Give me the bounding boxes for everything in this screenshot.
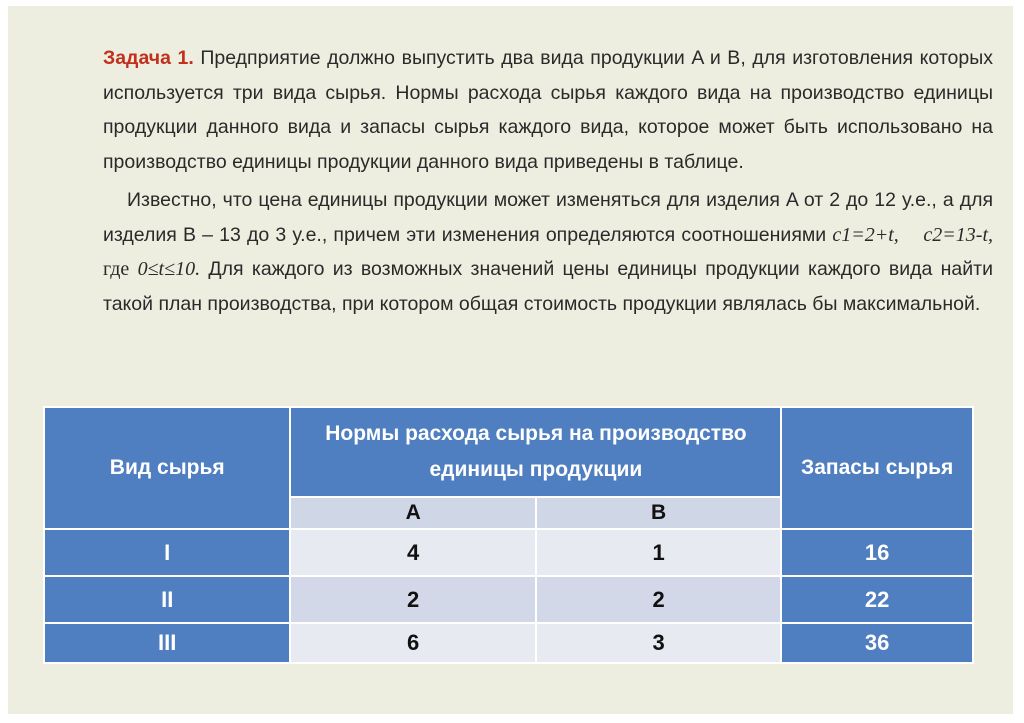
table-row bbox=[44, 576, 973, 623]
row-stock: 22 bbox=[781, 576, 973, 623]
row-norm-b: 2 bbox=[536, 576, 781, 623]
table-row bbox=[44, 623, 973, 663]
subheader-b: B bbox=[536, 497, 781, 529]
formula-range: 0≤t≤10. bbox=[137, 258, 201, 280]
header-stock: Запасы сырья bbox=[781, 407, 973, 529]
paragraph-2-start: Известно, что цена единицы продукции может изменяться для изделия A от 2 до 12 у.е., а для изделия B – 13 до 3 у.е., причем эти изменения определяются соотношениями bbox=[103, 189, 994, 246]
row-stock: 36 bbox=[781, 623, 973, 663]
paragraph-2 bbox=[103, 183, 993, 321]
header-norms: Нормы расхода сырья на производство единицы продукции bbox=[290, 407, 781, 497]
paragraph-2-end: Для каждого из возможных значений цены единицы продукции каждого вида найти такой план производства, при котором общая стоимость продукции являлась бы максимальной. bbox=[103, 258, 993, 315]
task-text bbox=[103, 41, 993, 321]
formula-c2: c2=13-t, bbox=[923, 223, 993, 246]
subheader-a: A bbox=[290, 497, 535, 529]
table-row bbox=[44, 529, 973, 576]
paragraph-1 bbox=[103, 41, 993, 179]
task-title: Задача 1. bbox=[103, 47, 194, 69]
row-material-type: I bbox=[44, 529, 290, 576]
row-norm-a: 2 bbox=[290, 576, 535, 623]
word-gde: где bbox=[103, 258, 130, 280]
row-stock: 16 bbox=[781, 529, 973, 576]
row-material-type: II bbox=[44, 576, 290, 623]
row-material-type: III bbox=[44, 623, 290, 663]
header-row bbox=[44, 407, 973, 497]
row-norm-b: 3 bbox=[536, 623, 781, 663]
header-material-type: Вид сырья bbox=[44, 407, 290, 529]
row-norm-a: 6 bbox=[290, 623, 535, 663]
row-norm-b: 1 bbox=[536, 529, 781, 576]
raw-material-table bbox=[43, 406, 974, 664]
formula-c1: c1=2+t, bbox=[832, 223, 899, 246]
paragraph-1-text: Предприятие должно выпустить два вида продукции A и B, для изготовления которых используется три вида сырья. Нормы расхода сырья каждого вида на производство единицы продукции данного вида и запасы сырья каждого вида, которое может быть использовано на производство единицы продукции данного вида приведены в таблице. bbox=[103, 47, 993, 173]
row-norm-a: 4 bbox=[290, 529, 535, 576]
